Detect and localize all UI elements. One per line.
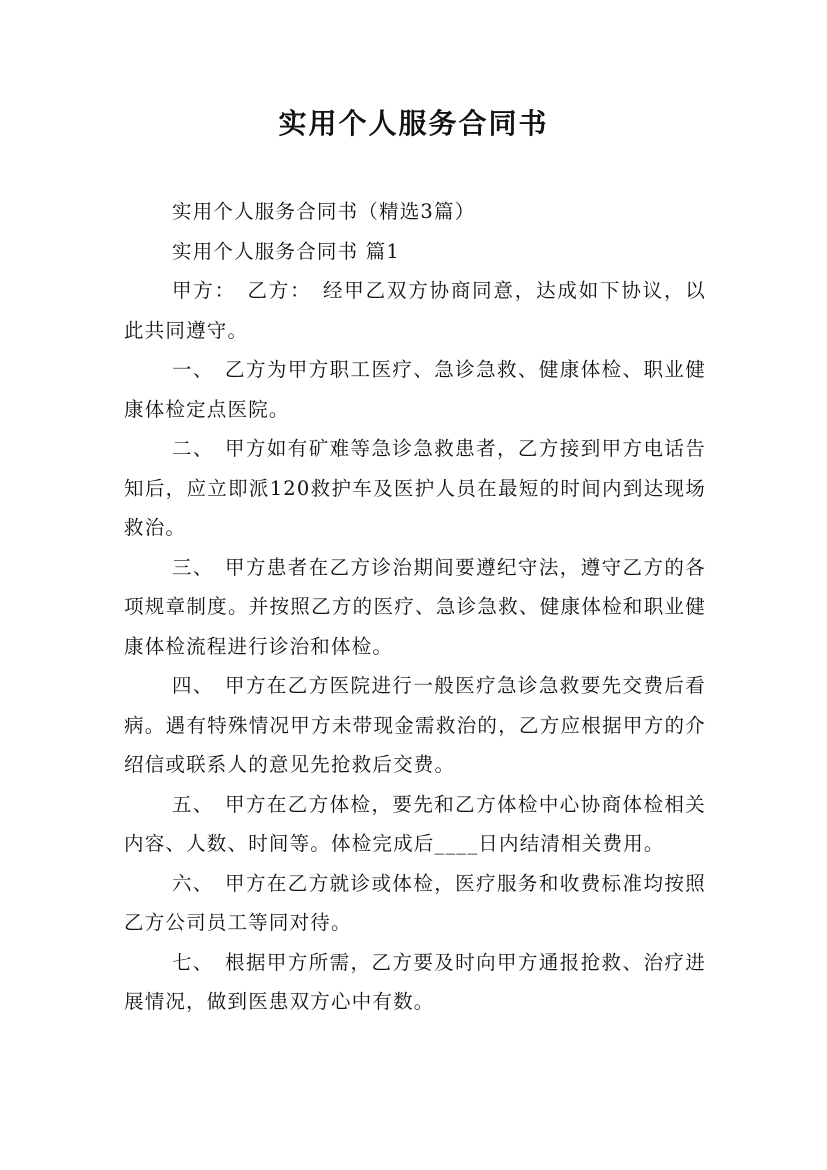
paragraph-clause-5: 五、 甲方在乙方体检，要先和乙方体检中心协商体检相关内容、人数、时间等。体检完成后____日内结清相关费用。 [124, 792, 706, 855]
paragraph-clause-7: 七、 根据甲方所需，乙方要及时向甲方通报抢救、治疗进展情况，做到医患双方心中有数。 [124, 950, 706, 1013]
paragraph-subtitle: 实用个人服务合同书（精选3篇） [172, 200, 476, 223]
paragraph-clause-6: 六、 甲方在乙方就诊或体检，医疗服务和收费标准均按照乙方公司员工等同对待。 [124, 871, 706, 934]
document-body [124, 192, 706, 1022]
paragraph-parties: 甲方： 乙方： 经甲乙双方协商同意，达成如下协议，以此共同遵守。 [124, 279, 706, 342]
paragraph-clause-3: 三、 甲方患者在乙方诊治期间要遵纪守法，遵守乙方的各项规章制度。并按照乙方的医疗、急诊急救、健康体检和职业健康体检流程进行诊治和体检。 [124, 555, 706, 658]
paragraph-clause-1: 一、 乙方为甲方职工医疗、急诊急救、健康体检、职业健康体检定点医院。 [124, 358, 706, 421]
paragraph-clause-2: 二、 甲方如有矿难等急诊急救患者，乙方接到甲方电话告知后，应立即派120救护车及医护人员在最短的时间内到达现场救治。 [124, 437, 706, 539]
document-title: 实用个人服务合同书 [278, 107, 549, 140]
paragraph-clause-4: 四、 甲方在乙方医院进行一般医疗急诊急救要先交费后看病。遇有特殊情况甲方未带现金需救治的，乙方应根据甲方的介绍信或联系人的意见先抢救后交费。 [124, 674, 706, 776]
paragraph-section-heading: 实用个人服务合同书 篇1 [172, 239, 401, 263]
